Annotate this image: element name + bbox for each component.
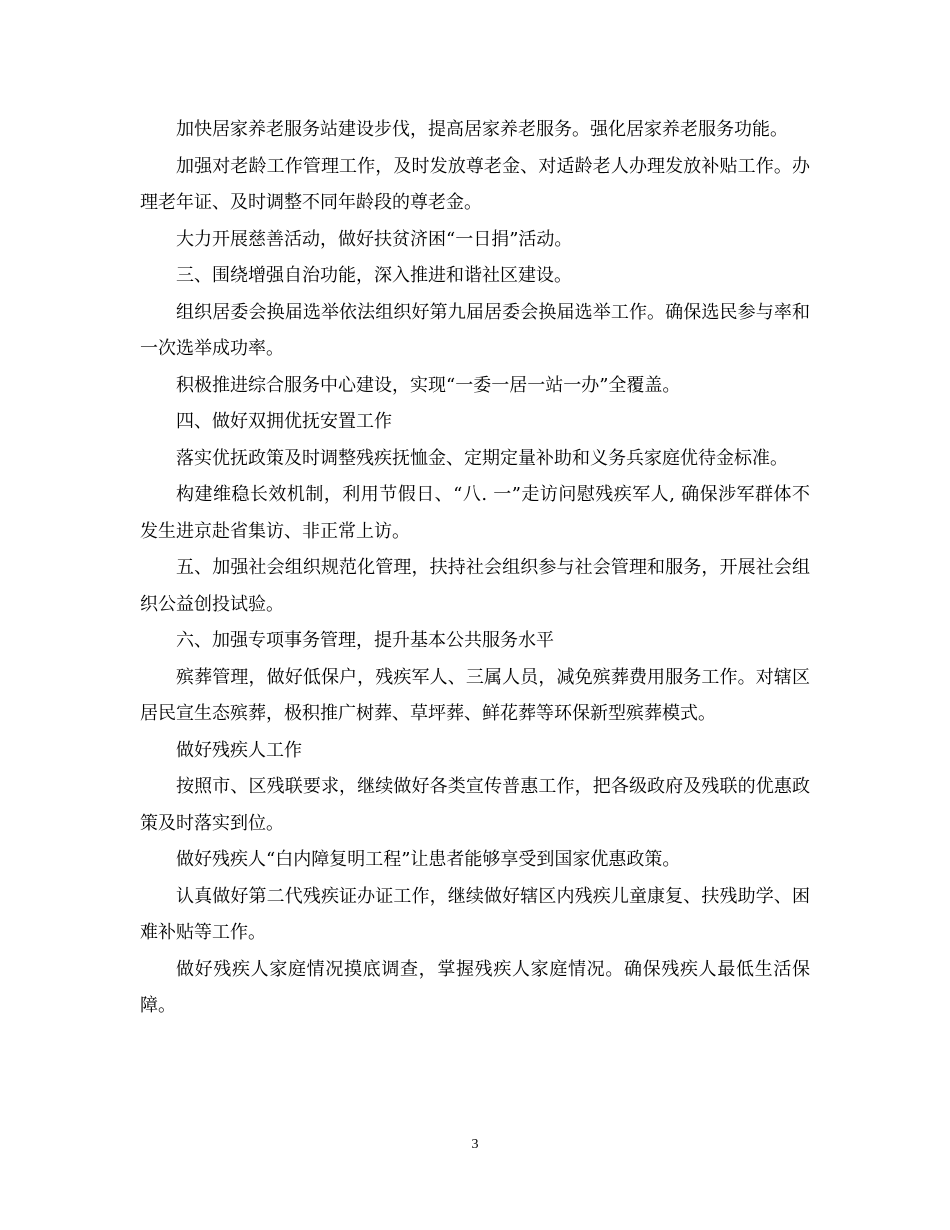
paragraph-6: 积极推进综合服务中心建设，实现“一委一居一站一办”全覆盖。 xyxy=(176,374,681,396)
paragraph-16: 认真做好第二代残疾证办证工作，继续做好辖区内残疾儿童康复、扶残助学、困难补贴等工作。 xyxy=(140,885,810,943)
section-heading-5: 五、加强社会组织规范化管理，扶持社会组织参与社会管理和服务，开展社会组织公益创投试验。 xyxy=(140,557,810,615)
page-number: 3 xyxy=(471,1137,479,1152)
subheading-disabled-work: 做好残疾人工作 xyxy=(176,739,302,761)
paragraph-15: 做好残疾人“白内障复明工程”让患者能够享受到国家优惠政策。 xyxy=(176,849,681,870)
paragraph-2: 加强对老龄工作管理工作，及时发放尊老金、对适龄老人办理发放补贴工作。办理老年证、及时调整不同年龄段的尊老金。 xyxy=(140,155,810,213)
section-heading-6: 六、加强专项事务管理，提升基本公共服务水平 xyxy=(176,630,554,651)
paragraph-12: 殡葬管理，做好低保户，残疾军人、三属人员，减免殡葬费用服务工作。对辖区居民宣生态殡葬，极积推广树葬、草坪葬、鲜花葬等环保新型殡葬模式。 xyxy=(140,666,810,724)
paragraph-14: 按照市、区残联要求，继续做好各类宣传普惠工作，把各级政府及残联的优惠政策及时落实到位。 xyxy=(140,776,810,834)
paragraph-17: 做好残疾人家庭情况摸底调查，掌握残疾人家庭情况。确保残疾人最低生活保障。 xyxy=(140,958,810,1016)
document-body xyxy=(140,112,810,1025)
paragraph-5: 组织居委会换届选举依法组织好第九届居委会换届选举工作。确保选民参与率和一次选举成功率。 xyxy=(140,301,810,359)
section-heading-4: 四、做好双拥优抚安置工作 xyxy=(176,411,392,432)
paragraph-9: 构建维稳长效机制，利用节假日、“八. 一”走访问慰残疾军人, 确保涉军群体不发生进京赴省集访、非正常上访。 xyxy=(140,484,810,542)
paragraph-8: 落实优抚政策及时调整残疾抚恤金、定期定量补助和义务兵家庭优待金标准。 xyxy=(176,447,788,469)
paragraph-1: 加快居家养老服务站建设步伐，提高居家养老服务。强化居家养老服务功能。 xyxy=(176,119,788,140)
paragraph-3: 大力开展慈善活动，做好扶贫济困“一日捐”活动。 xyxy=(176,228,573,250)
section-heading-3: 三、围绕增强自治功能，深入推进和谐社区建设。 xyxy=(176,265,572,286)
